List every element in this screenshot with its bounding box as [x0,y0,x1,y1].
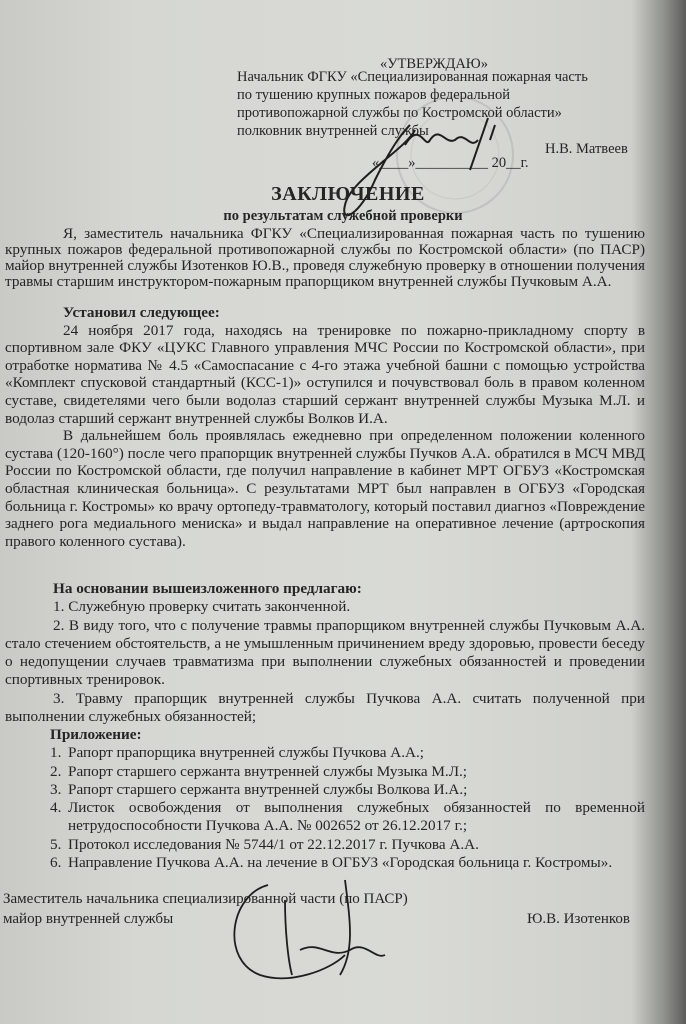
approval-heading: «УТВЕРЖДАЮ» [380,56,488,72]
approval-block [237,68,588,140]
intro-paragraph: Я, заместитель начальника ФГКУ «Специализированная пожарная часть по тушению крупных пожаров федеральной противопожарной службы по Костромской области» (по ПАСР) майор внутренней службы Изотенков Ю.В., проведя служебную проверку в отношении получения травмы старшим инструктором-пожарным прапорщиком внутренней службы Пучковым А.А. [5,225,645,290]
appendix-item: 2. Рапорт старшего сержанта внутренней службы Музыка М.Л.; [50,762,468,780]
document-subtitle: по результатам служебной проверки [223,208,463,224]
appendix-item: 4. Листок освобождения от выполнения служебных обязанностей по временной нетрудоспособности Пучкова А.А. № 002652 от 26.12.2017 г.; [50,799,645,835]
signer-position: Заместитель начальника специализированной части (по ПАСР) [3,891,408,907]
appendix-list [5,744,645,872]
appendix-item: 6. Направление Пучкова А.А. на лечение в ОГБУЗ «Городская больница г. Костромы». [50,853,613,871]
findings-heading: Установил следующее: [63,304,220,321]
approval-line: полковник внутренней службы [237,123,429,139]
approval-line: по тушению крупных пожаров федеральной [237,87,511,103]
signer-rank: майор внутренней службы [3,911,174,927]
signer-name: Ю.В. Изотенков [527,911,630,927]
proposals-section [5,580,645,872]
findings-paragraph: 24 ноября 2017 года, находясь на тренировке по пожарно-прикладному спорту в спортивном зале ФКУ «ЦУКС Главного управления МЧС России по Костромской области», при отработке норматива № 4.5 «Самоспасание с 4-го этажа учебной башни с помощью устройства «Комплект спусковой стандартный (КСС-1)» оступился и почувствовал боль в правом коленном суставе, свидетелями чего были водолаз старший сержант внутренней службы Музыка М.Л. и водолаз старший сержант внутренней службы Волков И.А. [5,321,645,427]
appendix-item: 1. Рапорт прапорщика внутренней службы Пучкова А.А.; [50,744,424,762]
appendix-item: 5. Протокол исследования № 5744/1 от 22.12.2017 г. Пучкова А.А. [50,835,479,853]
appendix-heading: Приложение: [50,726,142,743]
approval-line: противопожарной службы по Костромской области» [237,105,562,121]
appendix-item: 3. Рапорт старшего сержанта внутренней службы Волкова И.А.; [50,780,468,798]
document-title: ЗАКЛЮЧЕНИЕ [271,183,425,205]
proposal-item: 3. Травму прапорщик внутренней службы Пучкова А.А. считать полученной при выполнении служебных обязанностей; [5,689,645,725]
approver-name: Н.В. Матвеев [545,141,628,157]
proposal-item: 2. В виду того, что с получение травмы прапорщиком внутренней службы Пучковым А.А. стало стечением обстоятельств, а не умышленным причинением вреду здоровью, провести беседу о недопущении случаев травматизма при выполнении служебных обязанностей и проведении спортивных тренировок. [5,616,645,689]
approval-date-line: «____»__________ 20__г. [372,155,529,171]
proposal-item: 1. Служебную проверку считать законченной. [53,598,351,616]
proposals-heading: На основании вышеизложенного предлагаю: [53,580,362,597]
approval-line: Начальник ФГКУ «Специализированная пожарная часть [237,69,588,85]
findings-section [5,304,645,550]
findings-paragraph: В дальнейшем боль проявлялась ежедневно при определенном положении коленного сустава (120-160°) после чего прапорщик внутренней службы Пучков А.А. обратился в МСЧ МВД России по Костромской области, где получил направление в кабинет МРТ ОГБУЗ «Костромская областная клиническая больница». С результатами МРТ был направлен в ОГБУЗ «Городская больница г. Костромы» ко врачу ортопеду-травматологу, который поставил диагноз «Повреждение заднего рога медиального мениска» и выдал направление на оперативное лечение (артроскопия правого коленного сустава). [5,427,645,550]
